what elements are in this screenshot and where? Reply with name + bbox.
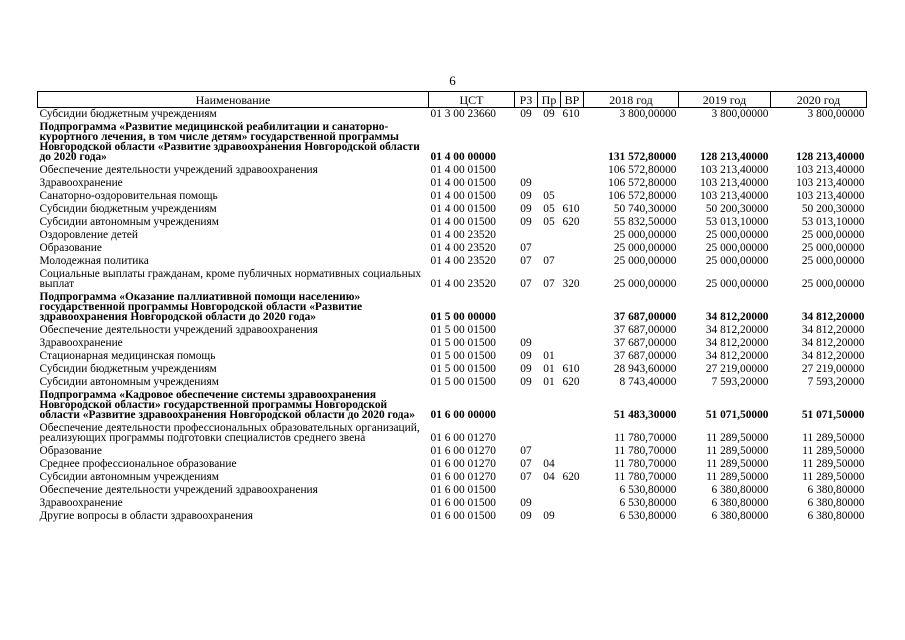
row-code-cell: 01 4 00 23520: [430, 278, 496, 290]
row-2020-cell: 34 812,20000: [801, 337, 865, 349]
row-2019-cell: 7 593,20000: [711, 376, 769, 388]
row-vr-cell: [561, 177, 584, 190]
row-pr-cell: 04: [543, 458, 555, 470]
table-row: [38, 190, 867, 203]
row-2019-cell: 51 071,50000: [705, 409, 769, 421]
row-rz-cell: 07: [520, 458, 532, 470]
table-row: [38, 291, 867, 324]
row-rz-cell: 09: [520, 337, 532, 349]
row-2019-cell: 50 200,30000: [705, 203, 769, 215]
row-rz-cell: 09: [520, 190, 532, 202]
table-row: [38, 229, 867, 242]
row-pr-cell: 01: [543, 376, 555, 388]
row-2018-cell: 25 000,00000: [613, 278, 677, 290]
row-vr-cell: [561, 324, 584, 337]
row-pr-cell: [538, 484, 561, 497]
row-rz-cell: [515, 121, 538, 164]
row-rz-cell: 09: [520, 510, 532, 522]
row-2019-cell: 25 000,00000: [705, 278, 769, 290]
row-rz-cell: [515, 422, 538, 445]
row-pr-cell: [538, 389, 561, 422]
row-vr-cell: 610: [562, 203, 580, 215]
row-code-cell: 01 4 00 23520: [430, 242, 496, 254]
row-rz-cell: 07: [520, 255, 532, 267]
row-vr-cell: 610: [562, 363, 580, 375]
row-2019-cell: 128 213,40000: [700, 151, 769, 163]
row-pr-cell: [538, 337, 561, 350]
row-2019-cell: 103 213,40000: [700, 190, 769, 202]
table-header-row: [38, 92, 867, 108]
row-name-cell: Обеспечение деятельности учреждений здравоохранения: [39, 484, 318, 496]
row-pr-cell: 05: [543, 190, 555, 202]
row-name-cell: Субсидии автономным учреждениям: [39, 216, 219, 228]
row-2018-cell: 106 572,80000: [608, 177, 677, 189]
row-code-cell: 01 4 00 01500: [430, 216, 496, 228]
row-pr-cell: [538, 422, 561, 445]
table-row: [38, 497, 867, 510]
table-row: [38, 363, 867, 376]
column-header: 2020 год: [771, 92, 867, 108]
table-row: [38, 337, 867, 350]
row-2018-cell: 106 572,80000: [608, 164, 677, 176]
row-2018-cell: 8 743,40000: [619, 376, 677, 388]
column-header: ЦСТ: [429, 92, 515, 108]
table-row: [38, 350, 867, 363]
row-code-cell: 01 5 00 01500: [430, 350, 496, 362]
row-pr-cell: [538, 324, 561, 337]
table-row: [38, 376, 867, 389]
row-2020-cell: 6 380,80000: [807, 484, 865, 496]
row-2019-cell: 103 213,40000: [700, 177, 769, 189]
row-name-cell: Социальные выплаты гражданам, кроме публичных нормативных социальных выплат: [39, 268, 422, 290]
row-2018-cell: 3 800,00000: [619, 108, 677, 120]
row-2019-cell: 34 812,20000: [705, 350, 769, 362]
row-name-cell: Здравоохранение: [39, 337, 123, 349]
row-rz-cell: [515, 164, 538, 177]
row-2020-cell: 25 000,00000: [801, 278, 865, 290]
row-vr-cell: [561, 458, 584, 471]
column-header: Наименование: [38, 92, 429, 108]
row-2019-cell: 11 289,50000: [706, 445, 769, 457]
row-code-cell: 01 3 00 23660: [430, 108, 496, 120]
row-vr-cell: [561, 190, 584, 203]
row-2019-cell: 25 000,00000: [705, 255, 769, 267]
row-rz-cell: 07: [520, 471, 532, 483]
row-code-cell: 01 6 00 01270: [430, 471, 496, 483]
table-row: [38, 268, 867, 291]
row-2018-cell: 25 000,00000: [613, 242, 677, 254]
row-pr-cell: [538, 229, 561, 242]
row-2018-cell: 106 572,80000: [608, 190, 677, 202]
table-row: [38, 216, 867, 229]
row-rz-cell: [515, 324, 538, 337]
row-vr-cell: [561, 291, 584, 324]
row-2020-cell: 34 812,20000: [801, 311, 865, 323]
row-rz-cell: 07: [520, 278, 532, 290]
row-vr-cell: [561, 229, 584, 242]
row-2020-cell: 11 289,50000: [802, 471, 865, 483]
row-2019-cell: 3 800,00000: [711, 108, 769, 120]
row-vr-cell: [561, 445, 584, 458]
row-vr-cell: [561, 422, 584, 445]
row-2019-cell: 53 013,10000: [705, 216, 769, 228]
row-2018-cell: 6 530,80000: [619, 510, 677, 522]
row-vr-cell: [561, 389, 584, 422]
row-code-cell: 01 6 00 01500: [430, 484, 496, 496]
row-vr-cell: [561, 121, 584, 164]
row-code-cell: 01 6 00 01500: [430, 497, 496, 509]
row-2020-cell: 128 213,40000: [796, 151, 865, 163]
row-2020-cell: 103 213,40000: [796, 164, 865, 176]
column-header: 2018 год: [584, 92, 679, 108]
table-row: [38, 242, 867, 255]
row-pr-cell: 07: [543, 255, 555, 267]
row-2020-cell: 11 289,50000: [802, 432, 865, 444]
row-pr-cell: 01: [543, 363, 555, 375]
table-row: [38, 108, 867, 122]
row-2019-cell: 27 219,00000: [705, 363, 769, 375]
row-code-cell: 01 4 00 23520: [430, 255, 496, 267]
table-row: [38, 121, 867, 164]
row-2019-cell: 25 000,00000: [705, 229, 769, 241]
column-header: 2019 год: [679, 92, 771, 108]
budget-table: [37, 91, 867, 523]
row-code-cell: 01 6 00 01270: [430, 445, 496, 457]
row-vr-cell: [561, 350, 584, 363]
row-pr-cell: 04: [543, 471, 555, 483]
row-vr-cell: [561, 497, 584, 510]
row-2019-cell: 25 000,00000: [705, 242, 769, 254]
row-2020-cell: 25 000,00000: [801, 229, 865, 241]
row-pr-cell: [538, 121, 561, 164]
row-code-cell: 01 4 00 01500: [430, 177, 496, 189]
row-rz-cell: 09: [520, 216, 532, 228]
row-code-cell: 01 4 00 01500: [430, 164, 496, 176]
row-name-cell: Подпрограмма «Оказание паллиативной помощи населению» государственной программы Новгородской области «Развитие здравоохранения Новгородской области до 2020 года»: [39, 291, 363, 323]
row-vr-cell: [561, 337, 584, 350]
row-pr-cell: 07: [543, 278, 555, 290]
row-2020-cell: 3 800,00000: [807, 108, 865, 120]
row-2018-cell: 131 572,80000: [608, 151, 677, 163]
row-name-cell: Субсидии автономным учреждениям: [39, 376, 219, 388]
row-2018-cell: 37 687,00000: [613, 311, 677, 323]
page-number: 6: [449, 73, 456, 88]
row-2019-cell: 11 289,50000: [706, 432, 769, 444]
table-row: [38, 164, 867, 177]
row-2020-cell: 25 000,00000: [801, 242, 865, 254]
row-name-cell: Субсидии автономным учреждениям: [39, 471, 219, 483]
table-row: [38, 445, 867, 458]
row-2020-cell: 11 289,50000: [802, 445, 865, 457]
row-code-cell: 01 6 00 01270: [430, 458, 496, 470]
row-code-cell: 01 6 00 00000: [430, 409, 496, 421]
row-pr-cell: 05: [543, 216, 555, 228]
column-header: Пр: [538, 92, 561, 108]
row-2019-cell: 6 380,80000: [711, 510, 769, 522]
row-2018-cell: 25 000,00000: [613, 255, 677, 267]
row-code-cell: 01 4 00 01500: [430, 203, 496, 215]
row-code-cell: 01 4 00 01500: [430, 190, 496, 202]
row-code-cell: 01 5 00 01500: [430, 337, 496, 349]
row-2019-cell: 6 380,80000: [711, 497, 769, 509]
row-pr-cell: [538, 164, 561, 177]
row-code-cell: 01 4 00 23520: [430, 229, 496, 241]
row-vr-cell: [561, 242, 584, 255]
row-rz-cell: [515, 291, 538, 324]
row-rz-cell: 09: [520, 376, 532, 388]
row-code-cell: 01 6 00 01500: [430, 510, 496, 522]
table-row: [38, 422, 867, 445]
row-2018-cell: 11 780,70000: [614, 432, 677, 444]
row-2018-cell: 11 780,70000: [614, 445, 677, 457]
row-pr-cell: [538, 242, 561, 255]
table-row: [38, 389, 867, 422]
row-2020-cell: 6 380,80000: [807, 510, 865, 522]
row-pr-cell: 05: [543, 203, 555, 215]
row-2018-cell: 6 530,80000: [619, 484, 677, 496]
table-body: [38, 108, 867, 524]
row-2019-cell: 34 812,20000: [705, 311, 769, 323]
row-2018-cell: 37 687,00000: [613, 337, 677, 349]
row-2020-cell: 51 071,50000: [801, 409, 865, 421]
row-2018-cell: 37 687,00000: [613, 324, 677, 336]
row-pr-cell: 09: [543, 510, 555, 522]
row-rz-cell: [515, 229, 538, 242]
row-name-cell: Подпрограмма «Развитие медицинской реабилитации и санаторно-курортного лечения, в том числе детям» государственной программы Новгородской области «Развитие здравоохранения Новгородской области до 2020 года»: [39, 121, 420, 163]
row-2018-cell: 37 687,00000: [613, 350, 677, 362]
row-name-cell: Оздоровление детей: [39, 229, 138, 241]
row-vr-cell: [561, 255, 584, 268]
row-code-cell: 01 4 00 00000: [430, 151, 496, 163]
table-row: [38, 177, 867, 190]
row-2019-cell: 34 812,20000: [705, 337, 769, 349]
column-header: РЗ: [515, 92, 538, 108]
row-2019-cell: 11 289,50000: [706, 471, 769, 483]
row-rz-cell: 09: [520, 497, 532, 509]
row-pr-cell: 01: [543, 350, 555, 362]
row-name-cell: Молодежная политика: [39, 255, 149, 267]
row-2019-cell: 6 380,80000: [711, 484, 769, 496]
row-vr-cell: 620: [562, 216, 580, 228]
row-code-cell: 01 5 00 00000: [430, 311, 496, 323]
row-rz-cell: 09: [520, 350, 532, 362]
row-vr-cell: 620: [562, 471, 580, 483]
table-row: [38, 471, 867, 484]
row-name-cell: Стационарная медицинская помощь: [39, 350, 216, 362]
row-name-cell: Обеспечение деятельности профессиональных образовательных организаций, реализующих программы подготовки специалистов среднего звена: [39, 422, 420, 444]
row-code-cell: 01 5 00 01500: [430, 324, 496, 336]
row-pr-cell: 09: [543, 108, 555, 120]
row-2020-cell: 11 289,50000: [802, 458, 865, 470]
row-2020-cell: 50 200,30000: [801, 203, 865, 215]
row-pr-cell: [538, 177, 561, 190]
row-rz-cell: 07: [520, 242, 532, 254]
row-rz-cell: 09: [520, 363, 532, 375]
row-name-cell: Санаторно-оздоровительная помощь: [39, 190, 218, 202]
row-2020-cell: 25 000,00000: [801, 255, 865, 267]
table-row: [38, 510, 867, 523]
row-rz-cell: 09: [520, 177, 532, 189]
row-2019-cell: 11 289,50000: [706, 458, 769, 470]
row-rz-cell: 09: [520, 203, 532, 215]
column-header: ВР: [561, 92, 584, 108]
table-row: [38, 324, 867, 337]
row-name-cell: Субсидии бюджетным учреждениям: [39, 203, 217, 215]
row-name-cell: Субсидии бюджетным учреждениям: [39, 108, 217, 120]
row-vr-cell: [561, 484, 584, 497]
row-name-cell: Образование: [39, 242, 102, 254]
row-rz-cell: [515, 484, 538, 497]
row-pr-cell: [538, 445, 561, 458]
row-2018-cell: 11 780,70000: [614, 458, 677, 470]
row-vr-cell: 320: [562, 278, 580, 290]
row-2020-cell: 53 013,10000: [801, 216, 865, 228]
row-vr-cell: 620: [562, 376, 580, 388]
row-2018-cell: 50 740,30000: [613, 203, 677, 215]
row-name-cell: Здравоохранение: [39, 497, 123, 509]
row-pr-cell: [538, 497, 561, 510]
row-2020-cell: 34 812,20000: [801, 324, 865, 336]
row-name-cell: Другие вопросы в области здравоохранения: [39, 510, 253, 522]
row-2020-cell: 103 213,40000: [796, 190, 865, 202]
row-pr-cell: [538, 291, 561, 324]
row-rz-cell: [515, 389, 538, 422]
row-2019-cell: 103 213,40000: [700, 164, 769, 176]
row-rz-cell: 07: [520, 445, 532, 457]
row-code-cell: 01 6 00 01270: [430, 432, 496, 444]
row-rz-cell: 09: [520, 108, 532, 120]
table-row: [38, 203, 867, 216]
row-2018-cell: 25 000,00000: [613, 229, 677, 241]
row-name-cell: Обеспечение деятельности учреждений здравоохранения: [39, 164, 318, 176]
row-vr-cell: 610: [562, 108, 580, 120]
table-row: [38, 255, 867, 268]
row-vr-cell: [561, 510, 584, 523]
row-code-cell: 01 5 00 01500: [430, 363, 496, 375]
row-name-cell: Среднее профессиональное образование: [39, 458, 237, 470]
row-name-cell: Субсидии бюджетным учреждениям: [39, 363, 217, 375]
row-code-cell: 01 5 00 01500: [430, 376, 496, 388]
row-2020-cell: 7 593,20000: [807, 376, 865, 388]
row-name-cell: Здравоохранение: [39, 177, 123, 189]
table-row: [38, 484, 867, 497]
row-2018-cell: 51 483,30000: [613, 409, 677, 421]
row-name-cell: Подпрограмма «Кадровое обеспечение системы здравоохранения Новгородской области» государственной программы Новгородской области «Развитие здравоохранения Новгородской области до 2020 года»: [39, 389, 415, 421]
row-2018-cell: 28 943,60000: [613, 363, 677, 375]
row-2020-cell: 103 213,40000: [796, 177, 865, 189]
row-2018-cell: 55 832,50000: [613, 216, 677, 228]
table-row: [38, 458, 867, 471]
row-2020-cell: 27 219,00000: [801, 363, 865, 375]
row-name-cell: Обеспечение деятельности учреждений здравоохранения: [39, 324, 318, 336]
row-2018-cell: 6 530,80000: [619, 497, 677, 509]
row-2020-cell: 34 812,20000: [801, 350, 865, 362]
row-name-cell: Образование: [39, 445, 102, 457]
row-2018-cell: 11 780,70000: [614, 471, 677, 483]
row-2020-cell: 6 380,80000: [807, 497, 865, 509]
row-2019-cell: 34 812,20000: [705, 324, 769, 336]
row-vr-cell: [561, 164, 584, 177]
